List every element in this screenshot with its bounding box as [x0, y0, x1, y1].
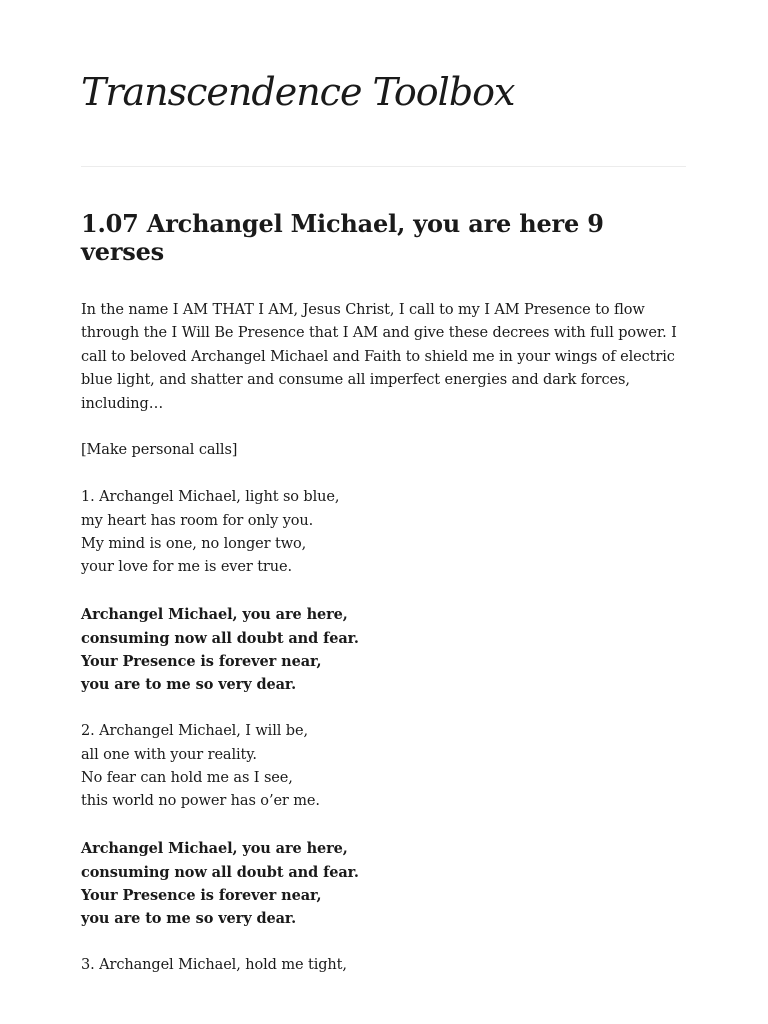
verse-line: all one with your reality. [81, 746, 257, 763]
chorus-line: you are to me so very dear. [81, 910, 297, 928]
chorus-line: Archangel Michael, you are here, [81, 606, 348, 624]
chorus-stanza [81, 837, 686, 931]
verse-line: 1. Archangel Michael, light so blue, [81, 489, 340, 506]
chorus-line: Your Presence is forever near, [81, 887, 322, 905]
verse-stanza [81, 954, 686, 977]
chorus-line: Your Presence is forever near, [81, 653, 322, 671]
verse-line: this world no power has o’er me. [81, 793, 320, 810]
chorus-line: Archangel Michael, you are here, [81, 840, 348, 858]
site-title[interactable]: Transcendence Toolbox [81, 70, 515, 114]
verse-stanza [81, 720, 686, 814]
verse-stanza [81, 486, 686, 580]
post-title: 1.07 Archangel Michael, you are here 9 verses [81, 209, 604, 266]
chorus-stanza [81, 603, 686, 697]
post-article [81, 210, 686, 1001]
personal-calls-paragraph: [Make personal calls] [81, 442, 238, 459]
post-content [81, 299, 686, 978]
verse-line: my heart has room for only you. [81, 512, 314, 529]
chorus-line: you are to me so very dear. [81, 676, 297, 694]
verse-line: No fear can hold me as I see, [81, 770, 293, 787]
verse-line: My mind is one, no longer two, [81, 536, 307, 553]
invocation-paragraph: In the name I AM THAT I AM, Jesus Christ, I call to my I AM Presence to flow through the I Will Be Presence that I AM and give these decrees with full power. I call to beloved Archangel Michael and Faith to shield me in your wings of electric blue light, and shatter and consume all imperfect energies and dark forces, including… [81, 302, 677, 412]
verse-line: 3. Archangel Michael, hold me tight, [81, 957, 347, 974]
verse-line: 2. Archangel Michael, I will be, [81, 723, 308, 740]
chorus-line: consuming now all doubt and fear. [81, 629, 359, 647]
header-divider [81, 166, 686, 167]
verse-line: your love for me is ever true. [81, 559, 292, 576]
chorus-line: consuming now all doubt and fear. [81, 863, 359, 881]
